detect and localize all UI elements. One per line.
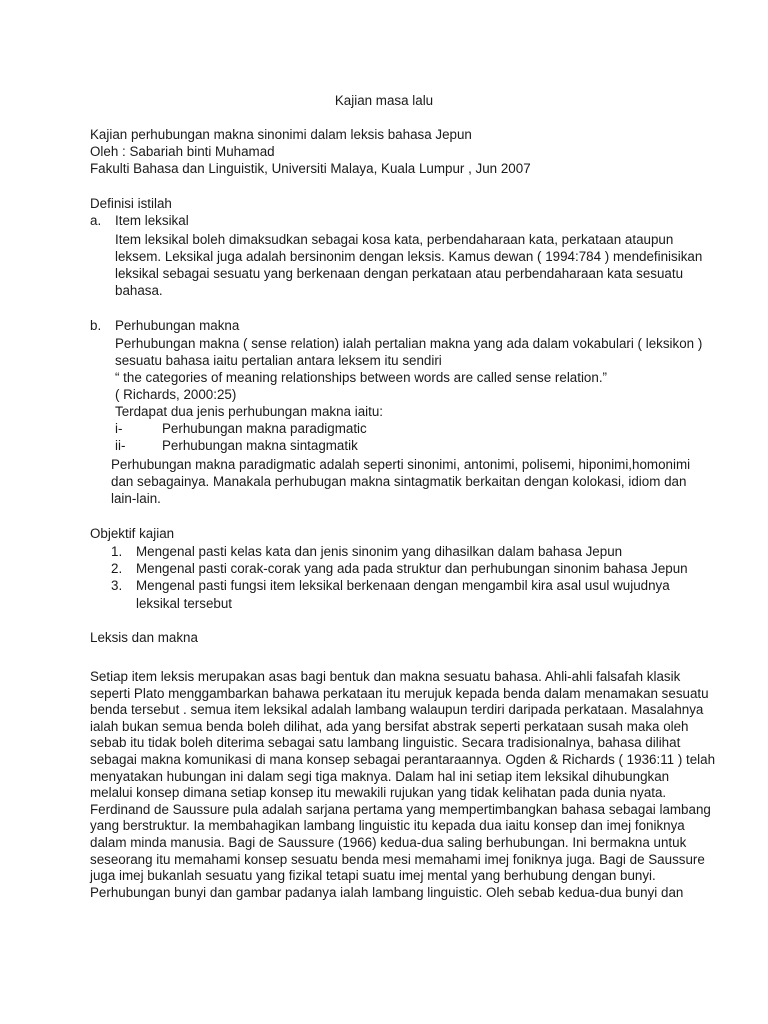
paragraph-line: dalam minda manusia. Bagi de Saussure (1966) kedua-dua saling berhubungan. Ini bermakna untuk xyxy=(90,834,687,850)
paragraph-line: sebagai makna komunikasi di mana konsep sebagai perantaraannya. Ogden & Richards ( 1936:11 ) telah xyxy=(90,751,716,767)
paragraph-line: melalui konsep dimana setiap konsep itu mewakili rujukan yang tidak kelihatan pada dunia nyata. xyxy=(90,785,667,801)
affiliation-line: Fakulti Bahasa dan Linguistik, Universiti Malaya, Kuala Lumpur , Jun 2007 xyxy=(90,161,531,176)
paragraph-line: seseorang itu memahami konsep sesuatu benda mesi memahami imej foniknya juga. Bagi de Saussure xyxy=(90,851,705,867)
author-line: Oleh : Sabariah binti Muhamad xyxy=(90,144,275,159)
numbered-marker: 1. xyxy=(111,544,123,559)
list-marker-b: b. xyxy=(90,318,102,333)
paragraph-line: Ferdinand de Saussure pula adalah sarjana pertama yang mempertimbangkan bahasa sebagai lambang xyxy=(90,801,711,817)
paragraph-line: Perhubungan bunyi dan gambar padanya ialah lambang linguistic. Oleh sebab kedua-dua bunyi dan xyxy=(90,884,684,900)
numbered-marker: 3. xyxy=(111,578,123,593)
paragraph-line: yang berstruktur. Ia membahagikan lambang linguistic itu kepada dua iaitu konsep dan imej foniknya xyxy=(90,818,685,834)
subheading-item-leksikal: Item leksikal xyxy=(115,213,189,228)
paragraph-line: juga imej bukanlah sesuatu yang fizikal tetapi suatu imej mental yang berhubung dengan bunyi. xyxy=(90,868,656,884)
numbered-item: Mengenal pasti fungsi item leksikal berkenaan dengan mengambil kira asal usul wujudnya xyxy=(136,578,670,593)
sublist-marker: i- xyxy=(115,421,123,436)
section-heading-definisi: Definisi istilah xyxy=(90,196,172,211)
paragraph-line: menyatakan hubungan ini dalam segi tiga maknya. Dalam hal ini setiap item leksikal dihubungkan xyxy=(90,768,670,784)
paragraph-line: Setiap item leksis merupakan asas bagi bentuk dan makna sesuatu bahasa. Ahli-ahli falsafah klasik xyxy=(90,669,681,684)
numbered-item: Mengenal pasti corak-corak yang ada pada struktur dan perhubungan sinonim bahasa Jepun xyxy=(136,561,688,576)
body-paragraph xyxy=(90,669,716,901)
sublist-marker: ii- xyxy=(115,438,126,453)
paragraph-line: Perhubungan makna ( sense relation) ialah pertalian makna yang ada dalam vokabulari ( leksikon ) xyxy=(115,336,703,351)
paragraph-line: benda tersebut . semua item leksikal adalah lambang walaupun terdiri daripada perkataan. Masalahnya xyxy=(90,702,704,718)
subheading-perhubungan-makna: Perhubungan makna xyxy=(115,318,240,333)
citation-line: ( Richards, 2000:25) xyxy=(115,387,237,402)
sublist-item: Perhubungan makna sintagmatik xyxy=(162,438,358,453)
paragraph-line: dan sebagainya. Manakala perhubugan makna sintagmatik berkaitan dengan kolokasi, idiom dan xyxy=(111,474,687,489)
numbered-marker: 2. xyxy=(111,561,123,576)
paragraph-line: sebab itu tidak boleh diterima sebagai satu lambang linguistic. Secara tradisionalnya, bahasa dilihat xyxy=(90,735,681,751)
numbered-item: Mengenal pasti kelas kata dan jenis sinonim yang dihasilkan dalam bahasa Jepun xyxy=(136,544,623,559)
sublist-item: Perhubungan makna paradigmatic xyxy=(162,421,367,436)
paragraph-line: Perhubungan makna paradigmatic adalah seperti sinonimi, antonimi, polisemi, hiponimi,homonimi xyxy=(111,457,691,472)
list-marker-a: a. xyxy=(90,213,102,228)
paragraph-line: seperti Plato menggambarkan bahawa perkataan itu merujuk kepada benda dalam menamakan sesuatu xyxy=(90,685,709,701)
paragraph-line: Terdapat dua jenis perhubungan makna iaitu: xyxy=(115,404,384,419)
numbered-item-continuation: leksikal tersebut xyxy=(136,596,233,611)
section-heading-leksis: Leksis dan makna xyxy=(90,630,198,645)
paragraph-line: Item leksikal boleh dimaksudkan sebagai kosa kata, perbendaharaan kata, perkataan ataupun xyxy=(115,232,674,247)
paragraph-line: leksem. Leksikal juga adalah bersinonim dengan leksis. Kamus dewan ( 1994:784 ) mendefinisikan xyxy=(115,249,703,264)
study-title: Kajian perhubungan makna sinonimi dalam leksis bahasa Jepun xyxy=(90,127,472,142)
page-title: Kajian masa lalu xyxy=(334,93,434,108)
section-heading-objektif: Objektif kajian xyxy=(90,526,175,541)
paragraph-line: leksikal sebagai sesuatu yang berkenaan dengan perkataan atau perbendaharaan kata sesuatu xyxy=(115,266,684,281)
paragraph-line: lain-lain. xyxy=(111,491,161,506)
paragraph-line: ialah bukan semua benda boleh dilihat, ada yang bersifat abstrak seperti perkataan susah maka oleh xyxy=(90,718,689,734)
quotation-line: “ the categories of meaning relationships between words are called sense relation.” xyxy=(115,370,608,385)
paragraph-line: bahasa. xyxy=(115,283,163,298)
paragraph-line: sesuatu bahasa iaitu pertalian antara leksem itu sendiri xyxy=(115,353,442,368)
